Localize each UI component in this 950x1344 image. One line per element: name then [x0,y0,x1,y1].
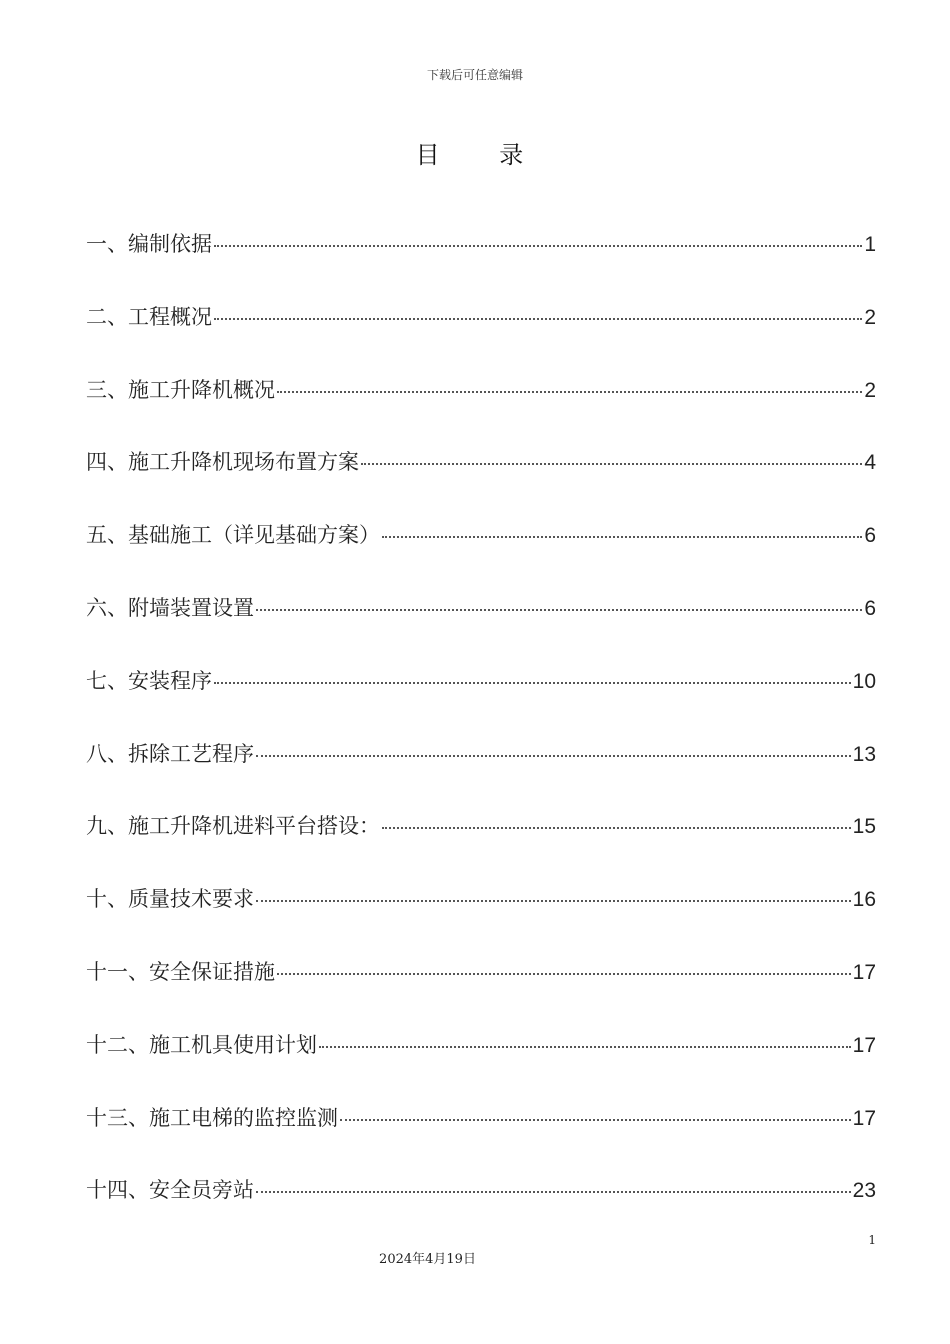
toc-entry[interactable] [86,519,876,592]
toc-entry-page: 17 [852,960,876,984]
toc-entry-page: 2 [864,378,876,402]
toc-entry-label: 九、施工升降机进料平台搭设： [86,814,380,839]
dot-leader [277,391,862,393]
toc-entry[interactable] [86,1029,876,1102]
toc-entry[interactable] [86,1102,876,1175]
dot-leader [214,318,862,320]
toc-entry-label: 三、施工升降机概况 [86,377,275,402]
toc-entry-page: 2 [864,305,876,329]
toc-entry-label: 十、质量技术要求 [86,887,254,912]
toc-entry-page: 17 [852,1106,876,1130]
toc-entry[interactable] [86,1174,876,1247]
toc-entry[interactable] [86,810,876,883]
toc-entry-page: 4 [864,451,876,475]
toc-entry-page: 23 [852,1179,876,1203]
header-note: 下载后可任意编辑 [426,68,523,82]
toc-title: 目 录 [415,141,550,169]
toc-entry[interactable] [86,665,876,738]
toc-entry-page: 1 [864,233,876,256]
toc-entry[interactable] [86,374,876,447]
dot-leader [214,682,851,684]
toc-entry-label: 五、基础施工（详见基础方案） [86,523,380,548]
toc-entry[interactable] [86,446,876,519]
page-number: 1 [868,1233,876,1247]
dot-leader [340,1119,851,1121]
toc-entry-label: 二、工程概况 [86,304,212,329]
dot-leader [382,827,851,829]
toc-entry-label: 十四、安全员旁站 [86,1178,254,1203]
toc-entry-page: 17 [852,1033,876,1057]
toc-entry-label: 六、附墙装置设置 [86,595,254,620]
toc-entry[interactable] [86,301,876,374]
toc-entry-page: 13 [852,742,876,766]
toc-entry-label: 七、安装程序 [86,668,212,693]
dot-leader [256,900,851,902]
toc-entry-label: 十一、安全保证措施 [86,959,275,984]
toc-entry[interactable] [86,956,876,1029]
toc-entry[interactable] [86,738,876,811]
dot-leader [361,463,862,465]
toc-entry-page: 16 [852,888,876,912]
toc-entry[interactable] [86,592,876,665]
toc-entry-label: 八、拆除工艺程序 [86,741,254,766]
toc-entry-label: 十三、施工电梯的监控监测 [86,1105,338,1130]
toc-list [86,228,876,1247]
toc-entry-label: 四、施工升降机现场布置方案 [86,450,359,475]
dot-leader [256,1191,851,1193]
toc-entry-label: 十二、施工机具使用计划 [86,1032,317,1057]
toc-entry-label: 一、编制依据 [86,232,212,256]
toc-entry-page: 6 [864,596,876,620]
dot-leader [382,536,862,538]
toc-entry[interactable] [86,883,876,956]
dot-leader [256,609,862,611]
dot-leader [256,755,851,757]
toc-entry[interactable] [86,228,876,301]
toc-entry-page: 15 [852,815,876,839]
dot-leader [319,1046,851,1048]
dot-leader [214,245,862,247]
footer-date: 2024年4月19日 [379,1252,476,1267]
toc-entry-page: 6 [864,524,876,548]
toc-entry-page: 10 [852,669,876,693]
dot-leader [277,973,851,975]
